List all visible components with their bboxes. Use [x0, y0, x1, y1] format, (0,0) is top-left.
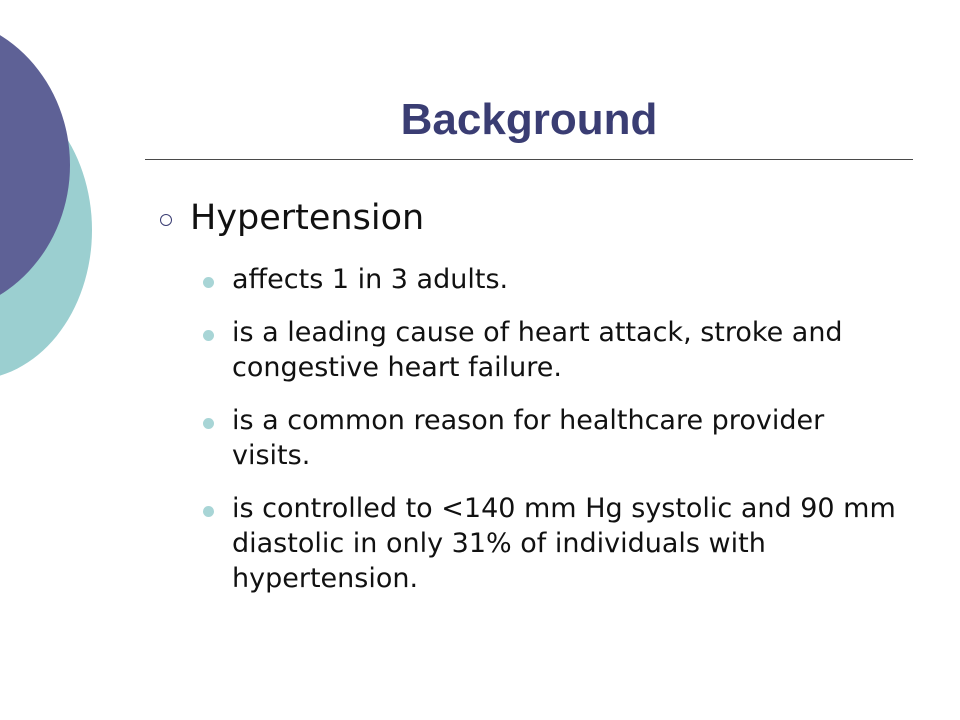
sub-bullet-list — [203, 262, 903, 614]
filled-circle-bullet-icon — [203, 418, 214, 429]
sub-bullet-item — [203, 315, 903, 385]
bullet-hypertension — [160, 196, 424, 240]
title-divider — [145, 159, 913, 160]
bullet-hypertension-label: Hypertension — [190, 198, 425, 238]
hollow-circle-bullet-icon — [160, 214, 172, 226]
sub-bullet-text: is a common reason for healthcare provider visits. — [232, 405, 825, 471]
sub-bullet-item — [203, 491, 903, 596]
sub-bullet-text: is controlled to <140 mm Hg systolic and 90 mm diastolic in only 31% of individuals with hypertension. — [232, 493, 896, 594]
slide-title: Background — [400, 95, 658, 144]
sub-bullet-text: is a leading cause of heart attack, stroke and congestive heart failure. — [232, 317, 843, 383]
sub-bullet-text: affects 1 in 3 adults. — [232, 264, 509, 295]
filled-circle-bullet-icon — [203, 506, 214, 517]
sub-bullet-item — [203, 403, 903, 473]
filled-circle-bullet-icon — [203, 330, 214, 341]
filled-circle-bullet-icon — [203, 277, 214, 288]
sub-bullet-item — [203, 262, 903, 297]
